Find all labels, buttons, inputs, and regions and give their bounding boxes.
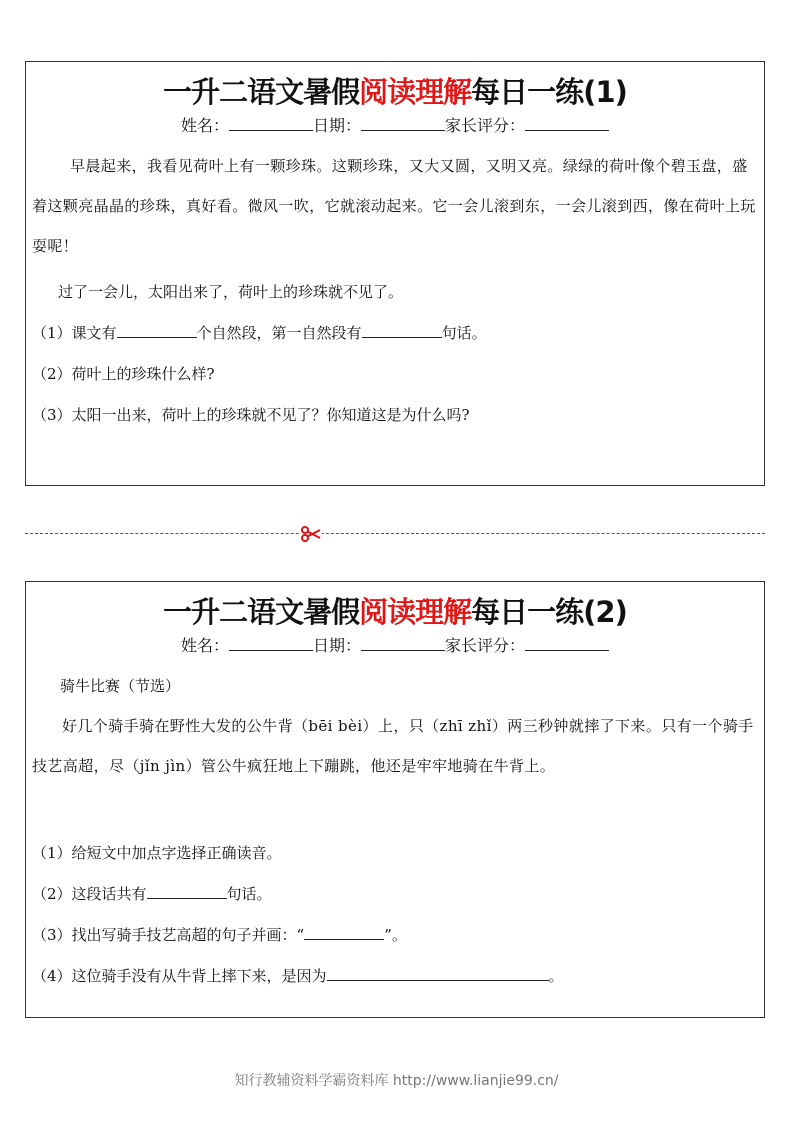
q2-text-a: （2）这段话共有 [32, 885, 147, 903]
q1-text-b: 个自然段，第一自然段有 [196, 324, 362, 342]
date-label: 日期： [312, 116, 361, 135]
parent-score-blank[interactable] [525, 634, 609, 651]
question-1: （1）给短文中加点字选择正确读音。 [32, 844, 282, 862]
q4-text-b: 。 [548, 967, 564, 985]
q1-blank-1[interactable] [117, 321, 197, 338]
name-blank[interactable] [229, 634, 313, 651]
q2-text-b: 句话。 [226, 885, 272, 903]
question-3: （3）太阳一出来，荷叶上的珍珠就不见了？你知道这是为什么吗? [32, 406, 470, 424]
parent-score-label: 家长评分： [445, 116, 526, 135]
passage-subtitle: 骑牛比赛（节选） [60, 677, 181, 695]
title-prefix: 一升二语文暑假 [163, 595, 360, 629]
title-suffix: 每日一练(2) [471, 595, 627, 629]
passage: 早晨起来，我看见荷叶上有一颗珍珠。这颗珍珠，又大又圆，又明又亮。绿绿的荷叶像个碧玉盘，盛着这颗亮晶晶的珍珠，真好看。微风一吹，它就滚动起来。它一会儿滚到东，一会儿滚到西，像在荷叶上玩耍呢！ [32, 157, 756, 255]
q1-text-a: （1）课文有 [32, 324, 117, 342]
title-highlight: 阅读理解 [359, 595, 472, 629]
q4-text-a: （4）这位骑手没有从牛背上摔下来，是因为 [32, 967, 327, 985]
worksheet-1-title [26, 70, 764, 114]
worksheet-2-title [26, 590, 764, 634]
q1-blank-2[interactable] [362, 321, 442, 338]
title-suffix: 每日一练(1) [471, 75, 627, 109]
parent-score-blank[interactable] [525, 114, 609, 131]
q3-blank[interactable] [304, 923, 384, 940]
title-highlight: 阅读理解 [359, 75, 472, 109]
question-2 [32, 882, 758, 906]
passage: 好几个骑手骑在野性大发的公牛背（bēi bèi）上，只（zhī zhǐ）两三秒钟就摔了下来。只有一个骑手技艺高超，尽（jǐn jìn）管公牛疯狂地上下蹦跳，他还是牢牢地骑在牛背上。 [32, 717, 754, 775]
name-label: 姓名： [180, 116, 229, 135]
question-3 [32, 923, 758, 947]
question-1 [32, 321, 758, 345]
info-row [26, 634, 764, 658]
title-prefix: 一升二语文暑假 [163, 75, 360, 109]
q4-blank[interactable] [327, 964, 549, 981]
q3-text-a: （3）找出写骑手技艺高超的句子并画：“ [32, 926, 305, 944]
scissors-icon [300, 526, 322, 542]
name-blank[interactable] [229, 114, 313, 131]
q1-text-c: 句话。 [441, 324, 487, 342]
worksheet-2 [25, 581, 765, 1018]
question-2: （2）荷叶上的珍珠什么样? [32, 365, 215, 383]
footer-watermark: 知行教辅资料学霸资料库 http://www.lianjie99.cn/ [234, 1073, 559, 1089]
question-4 [32, 964, 758, 988]
q3-text-b: ”。 [384, 926, 407, 944]
passage-2: 过了一会儿，太阳出来了，荷叶上的珍珠就不见了。 [58, 283, 404, 301]
cut-line [25, 533, 765, 534]
name-label: 姓名： [180, 636, 229, 655]
date-blank[interactable] [361, 634, 445, 651]
date-label: 日期： [312, 636, 361, 655]
parent-score-label: 家长评分： [445, 636, 526, 655]
q2-blank[interactable] [147, 882, 227, 899]
date-blank[interactable] [361, 114, 445, 131]
info-row [26, 114, 764, 138]
worksheet-1 [25, 61, 765, 486]
